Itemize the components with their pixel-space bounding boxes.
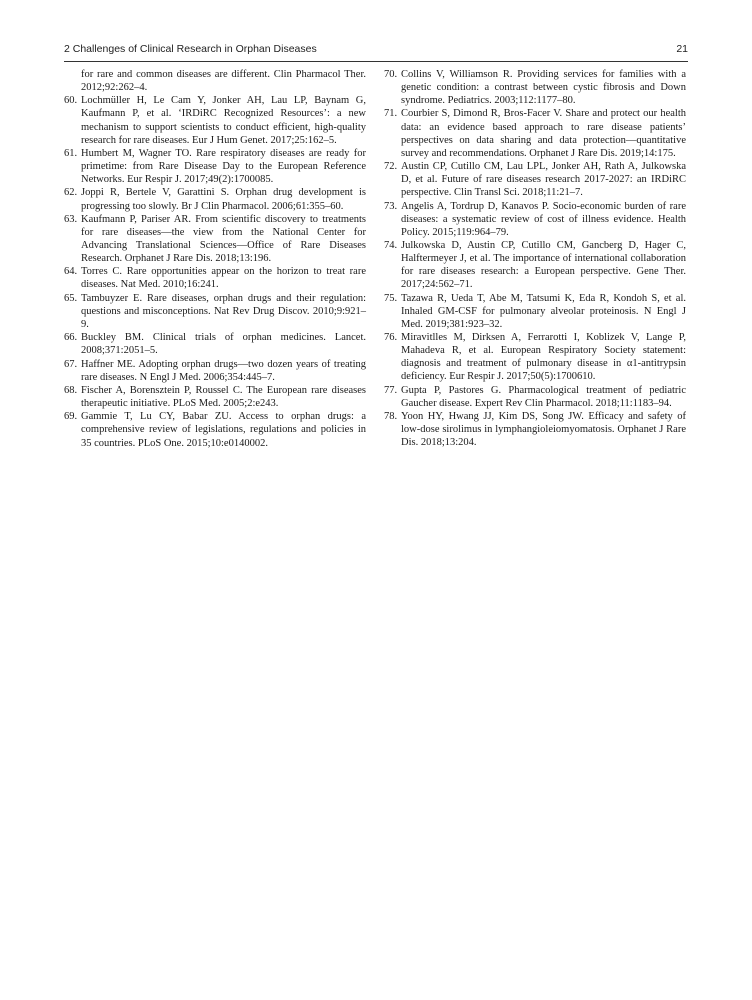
reference-text: Torres C. Rare opportunities appear on the horizon to treat rare diseases. Nat Med. 2010;16:241. (81, 266, 366, 291)
reference-number: 62. (64, 187, 78, 199)
reference-text: Tambuyzer E. Rare diseases, orphan drugs and their regulation: questions and misconceptions. Nat Rev Drug Discov. 2010;9:921–9. (81, 292, 366, 330)
reference-number: 66. (64, 332, 78, 344)
reference-entry (384, 292, 686, 331)
reference-text: Lochmüller H, Le Cam Y, Jonker AH, Lau LP, Baynam G, Kaufmann P, et al. ‘IRDiRC Recognized Resources’: a new mechanism to support scientists to conduct efficient, high-quality research for rare diseases. Eur J Hum Genet. 2017;25:162–5. (81, 95, 366, 146)
reference-entry (384, 239, 686, 291)
reference-entry (384, 107, 686, 159)
reference-number: 63. (64, 213, 78, 225)
reference-number: 68. (64, 384, 78, 396)
reference-text: Humbert M, Wagner TO. Rare respiratory diseases are ready for primetime: from Rare Disease Day to the European Reference Networks. Eur Respir J. 2017;49(2):1700085. (81, 147, 366, 186)
reference-number: 76. (384, 332, 398, 343)
reference-number: 61. (64, 147, 78, 159)
reference-text: Gupta P, Pastores G. Pharmacological treatment of pediatric Gaucher disease. Expert Rev Clin Pharmacol. 2018;11:1183–94. (401, 384, 686, 409)
reference-entry (64, 186, 366, 212)
references-column-left (64, 68, 366, 450)
reference-text: Tazawa R, Ueda T, Abe M, Tatsumi K, Eda R, Kondoh S, et al. Inhaled GM-CSF for pulmonary alveolar proteinosis. N Engl J Med. 2019;381:923–32. (401, 292, 686, 330)
reference-number: 73. (384, 200, 398, 212)
reference-text: Collins V, Williamson R. Providing services for families with a genetic condition: a contrast between cystic fibrosis and Down syndrome. Pediatrics. 2003;112:1177–80. (401, 69, 686, 107)
chapter-title: 2 Challenges of Clinical Research in Orphan Diseases (64, 43, 317, 55)
header-rule (64, 61, 688, 62)
reference-number: 67. (64, 358, 78, 370)
reference-number: 60. (64, 95, 78, 107)
page-number: 21 (676, 43, 688, 55)
reference-entry (64, 68, 366, 94)
reference-entry (64, 147, 366, 186)
reference-entry (384, 200, 686, 239)
reference-entry (64, 331, 366, 357)
reference-number: 77. (384, 384, 398, 396)
reference-number: 69. (64, 411, 78, 423)
reference-entry (384, 68, 686, 107)
reference-number: 72. (384, 161, 398, 173)
reference-number: 70. (384, 69, 398, 80)
reference-number: 74. (384, 239, 398, 251)
reference-text: Kaufmann P, Pariser AR. From scientific discovery to treatments for rare diseases—the view from the National Center for Advancing Translational Sciences—Office of Rare Diseases Research. Orphanet J Rare Dis. 2018;13:196. (81, 213, 366, 265)
reference-entry (64, 358, 366, 384)
reference-text: Fischer A, Borensztein P, Roussel C. The European rare diseases therapeutic initiative. PLoS Med. 2005;2:e243. (81, 384, 366, 410)
reference-number: 71. (384, 108, 398, 120)
reference-entry (64, 410, 366, 449)
reference-number: 64. (64, 266, 78, 278)
reference-entry (64, 94, 366, 146)
reference-entry (384, 331, 686, 383)
references-column-right (384, 68, 686, 449)
reference-text: Buckley BM. Clinical trials of orphan medicines. Lancet. 2008;371:2051–5. (81, 332, 366, 357)
reference-entry (64, 265, 366, 291)
reference-text: Angelis A, Tordrup D, Kanavos P. Socio-economic burden of rare diseases: a systematic review of cost of illness evidence. Health Policy. 2015;119:964–79. (401, 200, 686, 238)
reference-text: Courbier S, Dimond R, Bros-Facer V. Share and protect our health data: an evidence based approach to rare disease patients’ perspectives on data sharing and data protection—quantitative survey and recommendations. Orphanet J Rare Dis. 2019;14:175. (401, 108, 686, 159)
reference-text: Haffner ME. Adopting orphan drugs—two dozen years of treating rare diseases. N Engl J Med. 2006;354:445–7. (81, 358, 366, 383)
reference-text: Gammie T, Lu CY, Babar ZU. Access to orphan drugs: a comprehensive review of legislations, regulations and policies in 35 countries. PLoS One. 2015;10:e0140002. (81, 411, 366, 449)
reference-entry (64, 384, 366, 410)
reference-number: 65. (64, 292, 78, 304)
reference-entry (384, 410, 686, 449)
reference-entry (64, 213, 366, 265)
reference-text: Miravitlles M, Dirksen A, Ferrarotti I, Koblizek V, Lange P, Mahadeva R, et al. European Respiratory Society statement: diagnosis and treatment of pulmonary disease in α1-antitrypsin deficiency. Eur Respir J. 2017;50(5):1700610. (401, 332, 686, 383)
reference-text: Yoon HY, Hwang JJ, Kim DS, Song JW. Efficacy and safety of low-dose sirolimus in lymphangioleiomyomatosis. Orphanet J Rare Dis. 2018;13:204. (401, 410, 686, 449)
reference-text: Joppi R, Bertele V, Garattini S. Orphan drug development is progressing too slowly. Br J Clin Pharmacol. 2006;61:355–60. (81, 187, 366, 212)
reference-number: 78. (384, 410, 398, 422)
running-head (64, 43, 688, 59)
reference-text: for rare and common diseases are different. Clin Pharmacol Ther. 2012;92:262–4. (81, 69, 366, 94)
reference-text: Julkowska D, Austin CP, Cutillo CM, Gancberg D, Hager C, Halftermeyer J, et al. The importance of international collaboration for rare diseases research: a European perspective. Gene Ther. 2017;24:562–71. (401, 239, 686, 291)
reference-number: 75. (384, 292, 398, 304)
reference-entry (64, 292, 366, 331)
reference-text: Austin CP, Cutillo CM, Lau LPL, Jonker AH, Rath A, Julkowska D, et al. Future of rare diseases research 2017-2027: an IRDiRC perspective. Clin Transl Sci. 2018;11:21–7. (401, 161, 686, 199)
reference-entry (384, 384, 686, 410)
reference-entry (384, 160, 686, 199)
